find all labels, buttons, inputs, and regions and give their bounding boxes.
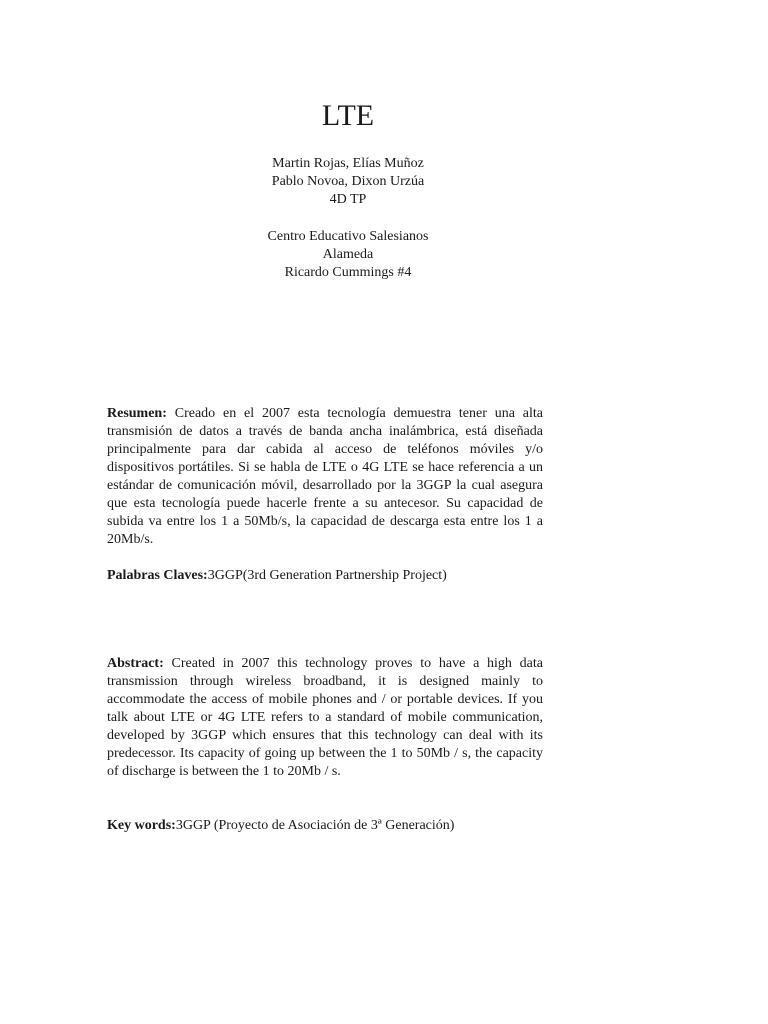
institution-address: Ricardo Cummings #4 [284,265,412,280]
abstract-label: Abstract: [107,656,164,671]
institution-location: Alameda [322,247,374,262]
document-title: LTE [321,99,375,132]
resumen-label: Resumen: [107,406,167,421]
abstract-paragraph [107,655,543,781]
palabras-claves-label: Palabras Claves: [107,568,208,583]
key-words-text: 3GGP (Proyecto de Asociación de 3ª Generación) [175,818,455,833]
resumen-text: Creado en el 2007 esta tecnología demuestra tener una alta transmisión de datos a través de banda ancha inalámbrica, está diseñada principalmente para dar cabida al acceso de teléfonos móviles y/o dispositivos portátiles. Si se habla de LTE o 4G LTE se hace referencia a un estándar de comunicación móvil, desarrollado por la 3GGP la cual asegura que esta tecnología puede hacerle frente a su antecesor. Su capacidad de subida va entre los 1 a 50Mb/s, la capacidad de descarga esta entre los 1 a 20Mb/s. [107,406,543,547]
palabras-claves-paragraph [107,567,543,585]
institution-name: Centro Educativo Salesianos [267,229,429,244]
key-words-label: Key words: [107,818,176,833]
resumen-paragraph [107,405,543,549]
abstract-text: Created in 2007 this technology proves to have a high data transmission through wireless broadband, it is designed mainly to accommodate the access of mobile phones and / or portable devices. If you talk about LTE or 4G LTE refers to a standard of mobile communication, developed by 3GGP which ensures that this technology can deal with its predecessor. Its capacity of going up between the 1 to 50Mb / s, the capacity of discharge is between the 1 to 20Mb / s. [107,656,543,779]
palabras-claves-text: 3GGP(3rd Generation Partnership Project) [207,568,447,583]
authors-block [0,155,696,209]
course-line: 4D TP [329,192,367,207]
author-line: Pablo Novoa, Dixon Urzúa [271,174,425,189]
institution-block [0,228,696,282]
author-line: Martin Rojas, Elías Muñoz [272,156,424,171]
key-words-paragraph [107,817,543,835]
